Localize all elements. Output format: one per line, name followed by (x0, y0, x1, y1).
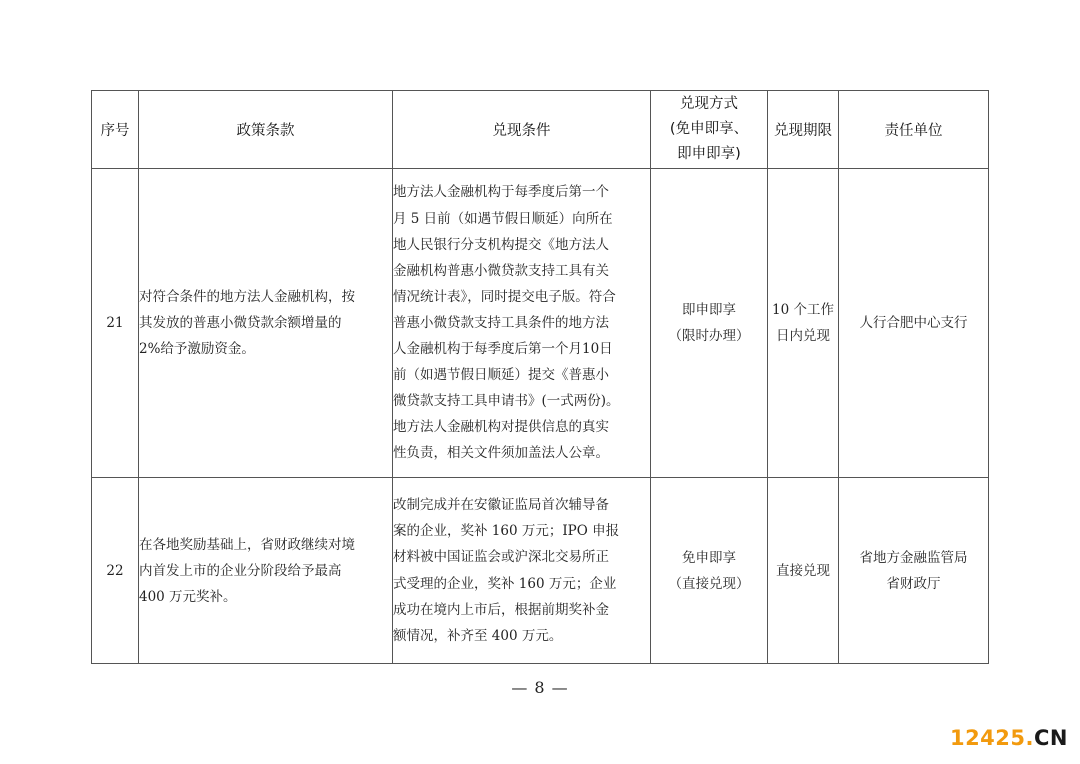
condition-line: 前（如遇节假日顺延）提交《普惠小 (393, 367, 609, 384)
condition-line: 金融机构普惠小微贷款支持工具有关 (393, 262, 609, 279)
policy-line: 内首发上市的企业分阶段给予最高 (139, 562, 342, 579)
condition-line: 情况统计表》，同时提交电子版。符合 (393, 288, 616, 305)
watermark-dot: . (1025, 726, 1034, 750)
cell-term (768, 169, 839, 478)
condition-line: 式受理的企业，奖补 160 万元；企业 (393, 575, 617, 592)
condition-line: 人金融机构于每季度后第一个月10日 (393, 341, 613, 358)
condition-line: 额情况，补齐至 400 万元。 (393, 627, 563, 644)
header-row (92, 91, 989, 169)
condition-line: 微贷款支持工具申请书》(一式两份)。 (393, 393, 620, 410)
header-mode-line: (免申即享、 (669, 121, 749, 137)
policy-line: 对符合条件的地方法人金融机构，按 (139, 289, 355, 305)
table-row (92, 169, 989, 478)
unit-line: 省地方金融监管局 (859, 549, 968, 566)
condition-line: 成功在境内上市后，根据前期奖补金 (393, 601, 609, 618)
policy-line: 其发放的普惠小微贷款余额增量的 (139, 315, 342, 331)
condition-line: 性负责，相关文件须加盖法人公章。 (393, 445, 609, 462)
cell-mode (651, 169, 768, 478)
unit-line: 省财政厅 (886, 575, 941, 592)
condition-line: 地方法人金融机构于每季度后第一个 (393, 184, 609, 201)
policy-line: 在各地奖励基础上，省财政继续对境 (139, 536, 355, 553)
mode-line: （直接兑现） (668, 575, 750, 592)
cell-mode (651, 478, 768, 664)
condition-line: 普惠小微贷款支持工具条件的地方法 (393, 314, 609, 331)
policy-line: 400 万元奖补。 (139, 588, 237, 605)
condition-line: 地人民银行分支机构提交《地方法人 (393, 236, 609, 253)
term-line: 日内兑现 (776, 328, 830, 344)
cell-condition (393, 169, 651, 478)
watermark-number: 12425 (949, 726, 1026, 750)
mode-line: 即申即享 (682, 302, 736, 318)
header-unit: 责任单位 (839, 91, 989, 169)
unit-line: 人行合肥中心支行 (859, 315, 968, 331)
header-condition: 兑现条件 (393, 91, 651, 169)
cell-condition (393, 478, 651, 664)
cell-unit (839, 478, 989, 664)
cell-seq: 21 (92, 169, 139, 478)
cell-seq: 22 (92, 478, 139, 664)
header-seq: 序号 (92, 91, 139, 169)
header-mode-line: 兑现方式 (680, 96, 738, 112)
header-term: 兑现期限 (768, 91, 839, 169)
term-line: 直接兑现 (776, 562, 830, 579)
header-policy: 政策条款 (139, 91, 393, 169)
term-line: 10 个工作 (772, 302, 834, 318)
cell-term (768, 478, 839, 664)
policy-table (91, 90, 989, 664)
condition-line: 地方法人金融机构对提供信息的真实 (393, 419, 609, 436)
condition-line: 案的企业，奖补 160 万元；IPO 申报 (393, 523, 620, 540)
mode-line: （限时办理） (668, 328, 750, 344)
condition-line: 月 5 日前（如遇节假日顺延）向所在 (393, 210, 613, 227)
table-row (92, 478, 989, 664)
page-number: — 8 — (511, 678, 569, 697)
cell-policy (139, 478, 393, 664)
header-mode (651, 91, 768, 169)
policy-line: 2%给予激励资金。 (139, 341, 255, 357)
watermark-tld: CN (1034, 726, 1068, 750)
mode-line: 免申即享 (682, 549, 736, 566)
condition-line: 材料被中国证监会或沪深北交易所正 (393, 549, 609, 566)
site-watermark (950, 726, 1068, 750)
cell-policy (139, 169, 393, 478)
header-mode-line: 即申即享) (677, 146, 741, 162)
cell-unit (839, 169, 989, 478)
condition-line: 改制完成并在安徽证监局首次辅导备 (393, 497, 609, 514)
